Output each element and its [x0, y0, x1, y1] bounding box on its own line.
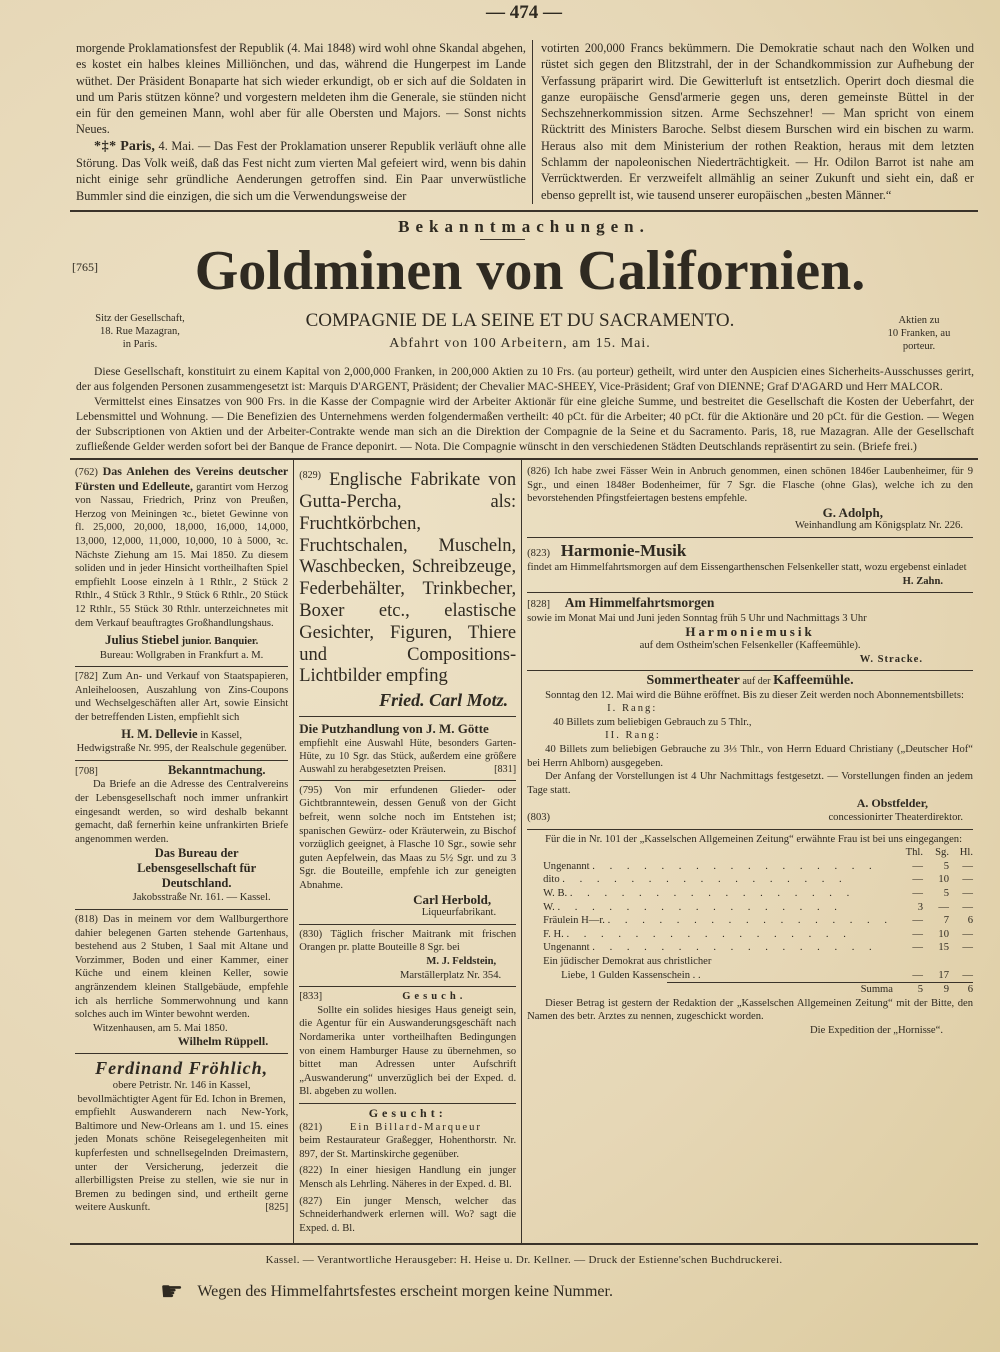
ad-heading-mid: auf der: [742, 676, 771, 688]
ad-heading: Das Anlehen des Vereins deutscher Fürsten und Edelleute,: [75, 463, 289, 493]
notice: [160, 1278, 978, 1306]
seat-line: Sitz der Gesellschaft,: [95, 312, 185, 324]
donation-row: Ungenannt . . . . . . . . . . . . . . . . . — 5 —: [543, 860, 973, 872]
ad-ref: [782]: [75, 671, 98, 683]
ad-ref: [825]: [265, 1202, 289, 1214]
wanted-heading: Gesucht:: [368, 1105, 447, 1120]
donor-name: W. B.: [543, 888, 568, 899]
ad-831: [299, 716, 516, 780]
gold-ad-departure: Abfahrt von 100 Arbeitern, am 15. Mai.: [389, 335, 651, 351]
article-left: [70, 40, 533, 204]
seat-line: 18. Rue Mazagran,: [100, 325, 180, 337]
sum-label: Summa: [860, 984, 893, 996]
donation-row: Liebe, 1 Gulden Kassenschein . . — 17 —: [561, 969, 973, 981]
column-1: [70, 460, 294, 1243]
gold-ad-para: Diese Gesellschaft, konstituirt zu einem Kapital von 2,000,000 Franken, in 200,000 Aktien zu 10 Frs. (au porteur) getheilt, wird unter den Auspicien eines Sicherheits-Ausschusses gerirt, der aus folgenden Personen zusammengesetzt ist: Marquis D'ARGENT, Präsident; der Chevalier MAC-SHEEY, Vice-Präsident; Graf von DIENNE; Graf D'AGARD und Herr MALCOR.: [76, 364, 974, 393]
ad-address: Weinhandlung am Königsplatz Nr. 226.: [794, 520, 963, 532]
thl: 3: [917, 901, 923, 913]
footer: [70, 1245, 978, 1306]
ad-signer: Julius Stiebel: [104, 632, 179, 648]
ad-heading-end: Kaffeemühle.: [773, 673, 854, 689]
ad-address: Jakobsstraße Nr. 161. — Kassel.: [132, 892, 271, 904]
gold-ad-header: [70, 240, 978, 364]
ad-ref: [708]: [75, 765, 98, 777]
donations-intro: Für die in Nr. 101 der „Kasselschen Allgemeinen Zeitung“ erwähnte Frau ist bei uns eingegangen:: [545, 833, 963, 845]
ad-text: findet am Himmelfahrtsmorgen auf dem Eissengarthenschen Felsenkeller statt, wozu ergebenst einladet: [527, 561, 967, 573]
shares-line: Aktien zu: [898, 314, 940, 326]
ad-heading: Gesuch.: [402, 991, 467, 1003]
ad-text: garantirt vom Herzog von Nassau, Friedrich, Prinz von Preußen, Herzog von Meiningen ꝛc., bietet Gewinne von fl. 25,000, 20,000, 18,000, 16,000, 14,000, 13,000, 12,000, 11,000, 10,000, 10 à 5000, ꝛc. Nächste Ziehung am 15. Mai 1850. Zu diesem soliden und in jeder Hinsicht vortheilhaften Spiel empfiehlt Loose einzeln à 1 Rthlr., 2 Stück 2 Rthlr., 4 Stück 3 Rthlr., 9 Stück 6 Rthlr., 20 Stück 12 Rthlr., 55 Stück 30 Rthlr. unterzeichnetes mit dem Verkauf beauftragtes Großhandlungshaus.: [75, 481, 289, 629]
sg: 7: [943, 915, 949, 927]
hl: —: [962, 860, 973, 872]
rang-label: II. Rang:: [605, 730, 661, 742]
ad-agent: bevollmächtigter Agent für Ed. Ichon in Bremen,: [77, 1093, 286, 1105]
seat-line: in Paris.: [122, 338, 158, 350]
ad-text: In einer hiesigen Handlung ein junger Mensch als Lehrling. Näheres in der Exped. d. Bl.: [299, 1165, 517, 1190]
thl: —: [912, 969, 923, 981]
ad-signer: H. M. Dellevie: [121, 726, 198, 741]
ad-826: [527, 462, 973, 537]
thl: —: [912, 915, 923, 927]
article-left-text: morgende Proklamationsfest der Republik (4. Mai 1848) wird wohl ohne Skandal abgehen, es kostet ein halbes kleines Milliönchen, und das, während die Hungerpest im Lande wüthet. Der Präsident Bonaparte hat sich wieder erkundigt, ob er sich auf die Soldaten in und um Paris stützen könne? und vorgestern meldeten ihm die Generale, sie stünden nicht ein für den gemeinen Mann, wohl aber für alle Obersten und Majors. — Sonst nichts Neues.: [76, 41, 526, 137]
ad-text: empfiehlt eine Auswahl Hüte, besonders Garten-Hüte, zu 10 Sgr. das Stück, außerdem eine größere Auswahl zu herabgesetzten Preisen.: [299, 737, 517, 775]
ad-heading: Harmonie-Musik: [560, 540, 687, 560]
article-right: votirten 200,000 Francs bekümmern. Die Demokratie schaut nach den Wolken und rüstet sich gegen den Blitzstrahl, der in der Schandkommission zur Aufhebung der Verfassung präparirt wird. Die Gewitterluft ist entsetzlich. Operirt doch diesmal die ganze europäische Gensd'armerie gegen uns, deren gemeinste Büttel in der Sechszehnerkommission sitzen. Arme Sechszehner! — Man spricht von einem Rücktritt des Ministers Baroche. Selbst diesem Burschen wird ein bischen zu warm. Heraus also mit dem Ministerium der rothen Reaktion, heraus mit dem letzten Schlamm der napoleonischen Niederträchtigkeit. — Hr. Odilon Barrot ist nahe am Verrücktwerden. Er verzweifelt allmählig an seiner Zukunft und sieht ein, daß er ebenso geprellt ist, wie tausend unserer europäischen „besten Männer.“: [541, 41, 974, 202]
rang-label: I. Rang:: [607, 703, 658, 715]
ad-text: Der Anfang der Vorstellungen ist 4 Uhr Nachmittags festgesetzt. — Vorstellungen finden an jedem Tage statt.: [527, 771, 973, 796]
ad-708: [75, 760, 288, 909]
donations-table: [527, 846, 973, 997]
ad-address: Hedwigstraße Nr. 995, der Realschule gegenüber.: [76, 743, 287, 755]
ad-signer: W. Stracke.: [859, 653, 923, 665]
donations-text: Dieser Betrag ist gestern der Redaktion der „Kasselschen Allgemeinen Zeitung“ mit der Bitte, den Namen des betr. Arztes zu nennen, zugeschickt worden.: [527, 997, 973, 1023]
donation-row: F. H. . . . . . . . . . . . . . . . . . — 10 —: [543, 928, 973, 940]
thl: 5: [917, 984, 923, 996]
donor-name: dito: [543, 874, 560, 886]
ad-signer: G. Adolph,: [822, 504, 883, 520]
thl: —: [912, 928, 923, 940]
ad-ref: (795): [299, 784, 323, 796]
donor-name: Fräulein H—r.: [543, 915, 605, 927]
ad-ref: (762): [75, 466, 98, 478]
sg: 15: [938, 942, 949, 954]
ad-signer: Wilhelm Rüppell.: [177, 1034, 269, 1049]
ad-signer: A. Obstfelder,: [856, 796, 928, 811]
ad-ref: [833]: [299, 991, 323, 1003]
gold-ad-shares: [860, 314, 978, 353]
ad-heading: Sommertheater: [646, 673, 740, 689]
ad-text: auf dem Ostheim'schen Felsenkeller (Kaffeemühle).: [639, 639, 861, 651]
ad-text: Das in meinem vor dem Wallburgerthore dahier belegenen Garten stehende Gartenhaus, bestehend aus 2 Stuben, 1 Saal mit Altane und Vorzimmer, Boden und einer Kammer, einer Küche und einem kleinen Keller, sowie angränzendem kleinen Stallgebäude, empfehle ich als herrliche Sommerwohnung und kann solches auch im Winter bewohnt werden.: [75, 914, 289, 1021]
ad-ref: (829): [299, 469, 321, 481]
donations-signer: Die Expedition der „Hornisse“.: [810, 1024, 943, 1036]
sum-row: [667, 982, 973, 997]
donation-row: Fräulein H—r. . . . . . . . . . . . . . . . . . — 7 6: [543, 915, 973, 927]
column-2: [294, 460, 522, 1243]
sg: 10: [938, 928, 949, 940]
ad-ref: (803): [527, 812, 551, 824]
hl: 6: [967, 984, 973, 996]
ad-heading: Die Putzhandlung von J. M. Götte: [299, 720, 489, 736]
sg: 17: [938, 969, 949, 981]
ad-833: [299, 986, 516, 1103]
imprint: Kassel. — Verantwortliche Herausgeber: H. Heise u. Dr. Kellner. — Druck der Estienne'schen Buchdruckerei.: [265, 1254, 783, 1267]
shares-line: 10 Franken, au: [887, 327, 951, 339]
shares-line: porteur.: [902, 340, 936, 352]
wanted-item: [299, 1164, 516, 1191]
hl: —: [962, 942, 973, 954]
ad-825: [75, 1053, 288, 1219]
sg: 10: [938, 874, 949, 886]
col-header: Hl.: [959, 847, 973, 859]
ad-text: Von mir erfundenen Glieder- oder Gichtbranntewein, dessen Genuß von der Gicht befreit, wenn solche noch im Entstehen ist; spanischen Gewürz- oder Kräuterwein, zu Bischof vorzüglich geeignet, à Flasche 10 Sgr., sowie sehr guten Aepfelwein, das Maas zu 5½ Sgr. und zu 3 Sgr. die Bouteille, empfehle ich zur geneigten Abnahme.: [299, 784, 517, 892]
donor-name: Ungenannt: [543, 860, 590, 872]
col-header: Sg.: [935, 847, 949, 859]
ad-title: concessionirter Theaterdirektor.: [828, 812, 963, 824]
paris-text: — Das Fest der Proklamation unserer Republik verläuft ohne alle Störung. Das Volk weiß, daß das Fest nicht zum vierten Mal gefeiert wird, wenn bis dahin nicht einige sehr gründliche Aenderungen getroffen sind. Ein Paar unverwüstliche Bummler sind die einzigen, die sich um die Verwendungsweise der: [76, 138, 527, 203]
ad-signer-suffix: junior. Banquier.: [181, 636, 259, 648]
hl: —: [962, 901, 973, 913]
gold-ad-ref: [765]: [72, 259, 98, 274]
gold-ad-title: Goldminen von Californien.: [194, 239, 866, 302]
ad-803: [527, 670, 973, 829]
donor-name: W.: [543, 901, 555, 913]
donation-row: dito . . . . . . . . . . . . . . . . . — 10 —: [543, 874, 973, 886]
ad-text: Englische Fabrikate von Gutta-Percha, als: Fruchtkörbchen, Fruchtschalen, Muscheln, Waschbecken, Schreibzeuge, Federbehälter, Trinkbecher, Boxer etc., elastische Gesichter, Figuren, Thiere und Compositions-Lichtbilder empfing: [299, 470, 517, 687]
gold-ad-seat: [70, 312, 210, 351]
wanted-item: [299, 1195, 516, 1236]
ad-lead: Ein Billard-Marqueur: [349, 1121, 482, 1133]
sg: —: [938, 901, 949, 913]
hl: —: [962, 928, 973, 940]
ad-place-date: Witzenhausen, am 5. Mai 1850.: [93, 1022, 228, 1034]
thl: —: [912, 874, 923, 886]
ad-signer: M. J. Feldstein,: [426, 956, 497, 968]
ad-text: Zum An- und Verkauf von Staatspapieren, Anleiheloosen, Auszahlung von Zins-Coupons und Wechselgeschäften aller Art, sowie Einsicht der betreffenden Listen, empfiehlt sich: [75, 671, 289, 724]
announcements-heading: Bekanntmachungen.: [398, 216, 650, 236]
ad-address: obere Petristr. Nr. 146 in Kassel,: [112, 1079, 251, 1091]
donor-name: Ungenannt: [543, 942, 590, 954]
ad-ref: (830): [299, 928, 323, 940]
ad-text: sowie im Monat Mai und Juni jeden Sonntag früh 5 Uhr und Nachmittags 3 Uhr: [527, 612, 867, 624]
gold-ad-company: COMPAGNIE DE LA SEINE ET DU SACRAMENTO.: [305, 309, 735, 331]
ad-text: Ich habe zwei Fässer Wein in Anbruch genommen, einen schönen 1846er Laubenheimer, für 9 Sgr., und einen 1848er Bodenheimer, für 7 Sgr. die Flasche (ohne Glas), welche ich zu den bevorstehenden Pfingstfeiertagen bestens empfehle.: [527, 465, 973, 505]
ad-text: 40 Billets zum beliebigen Gebrauch zu 5 Thlr.,: [553, 716, 752, 728]
ad-subheading: Harmoniemusik: [685, 624, 815, 640]
column-3: [522, 460, 978, 1243]
thl: —: [912, 860, 923, 872]
ad-ref: (823): [527, 547, 551, 559]
ad-823: [527, 537, 973, 592]
ad-signer: Das Bureau der Lebensgesellschaft für Deutschland.: [137, 846, 257, 891]
col-header: Thl.: [905, 847, 923, 859]
ad-text: Täglich frischer Maitrank mit frischen Orangen pr. platte Bouteille 8 Sgr. bei: [299, 928, 517, 954]
ad-title: Liqueurfabrikant.: [421, 907, 497, 919]
ad-818: [75, 909, 288, 1053]
ad-text: Ein junger Mensch, welcher das Schneiderhandwerk erlernen will. Wo? sagt die Exped. d. Bl.: [299, 1195, 517, 1234]
ad-ref: (818): [75, 914, 98, 925]
sg: 5: [943, 860, 949, 872]
ad-signer-suffix: in Kassel,: [200, 729, 243, 741]
ad-address: Marställerplatz Nr. 354.: [399, 969, 502, 981]
ad-762: [75, 462, 288, 666]
hl: —: [962, 969, 973, 981]
top-articles: [70, 40, 978, 212]
ad-ref: (827): [299, 1195, 323, 1207]
ad-columns: [70, 460, 978, 1245]
wanted-item: [299, 1121, 516, 1162]
ad-ref: [828]: [527, 599, 551, 611]
pointing-hand-icon: ☛: [160, 1277, 184, 1307]
wanted-ads: [299, 1103, 516, 1239]
ad-text: Sollte ein solides hiesiges Haus geneigt sein, die Agentur für ein Auswanderungsgeschäft nach Nordamerika unter vortheilhaften Bedingungen von einem Hamburger Hause zu übernehmen, so bittet man Adressen unter Aufschrift „Auswanderung“ unverzüglich bei der Exped. d. Bl. abgeben zu wollen.: [299, 1004, 517, 1098]
donations: [527, 829, 973, 1042]
ad-text: Sonntag den 12. Mai wird die Bühne eröffnet. Bis zu dieser Zeit werden noch Abonnementsbillets:: [545, 689, 964, 701]
paris-date: 4. Mai.: [158, 138, 195, 153]
ad-text: 40 Billets zum beliebigen Gebrauche zu 3⅓ Thlr., von Herrn Eduard Christiany („Deutscher Hof“ bei Herrn Ahlborn) ausgegeben.: [527, 744, 973, 769]
donor-name: Liebe, 1 Gulden Kassenschein: [561, 969, 690, 981]
donation-row: W. B. . . . . . . . . . . . . . . . . . — 5 —: [543, 888, 973, 899]
ad-ref: (826): [527, 465, 551, 477]
hl: —: [962, 874, 973, 886]
donation-row: W. . . . . . . . . . . . . . . . . . 3 — —: [543, 901, 973, 913]
notice-text: Wegen des Himmelfahrtsfestes erscheint morgen keine Nummer.: [197, 1283, 613, 1301]
ad-ref: (821): [299, 1121, 323, 1133]
ad-address: Bureau: Wollgraben in Frankfurt a. M.: [99, 649, 264, 661]
paris-dateline: *‡* Paris,: [94, 138, 155, 154]
ad-signer: H. Zahn.: [902, 575, 943, 587]
hl: —: [962, 888, 973, 899]
gold-ad-body: [70, 364, 978, 460]
ad-signer: Carl Herbold,: [413, 891, 492, 907]
thl: —: [912, 888, 923, 899]
ad-text: empfiehlt Auswanderern nach New-York, Baltimore und New-Orleans am 1. und 15. eines jeden Monats schöne Reisegelegenheiten mit kupferfesten und schnellsegelnden Dreimastern, unter der Versicherung, jederzeit die allerbilligsten Preise zu stellen, wie sie nur in Bremen zu bedingen sind, und ertheilt gerne weitere Auskunft.: [75, 1107, 289, 1214]
ad-text: Da Briefe an die Adresse des Centralvereins der Lebensgesellschaft noch immer unfrankirt eingesandt werden, so wird deshalb bekannt gemacht, daß fernerhin keine unfrankirten Briefe angenommen werden.: [75, 779, 289, 845]
ad-ref: (822): [299, 1165, 323, 1177]
donor-name: Ein jüdischer Demokrat aus christlicher: [543, 955, 712, 967]
ad-795: [299, 780, 516, 924]
ad-782: [75, 666, 288, 760]
ad-heading: Bekanntmachung.: [167, 762, 266, 777]
thl: —: [912, 942, 923, 954]
ad-828: [527, 592, 973, 670]
ad-signer: Ferdinand Fröhlich,: [95, 1057, 269, 1078]
donor-name: F. H.: [543, 928, 564, 940]
ad-829: [299, 462, 516, 716]
donation-row: Ungenannt . . . . . . . . . . . . . . . . . — 15 —: [543, 942, 973, 954]
ad-text: beim Restaurateur Graßegger, Hohenthorstr. Nr. 897, der St. Martinskirche gegenüber.: [299, 1135, 517, 1160]
gold-ad-para: Vermittelst eines Einsatzes von 900 Frs. in die Kasse der Compagnie wird der Arbeiter Aktionär für eine gleiche Summe, und bestreitet die Gesellschaft die Kosten der Ueberfahrt, der Lebensmittel und Wohnung. — Die Benefizien des Unternehmens werden folgendermaßen vertheilt: 40 pCt. für die Arbeiter; 40 pCt. für die Aktionäre und 20 pCt. für die Gestion. — Wegen der Subscriptionen von Aktien und der Arbeiter-Contrakte wende man sich an die Direktion der Compagnie de la Seine et du Sacramento. Paris, 18, rue Mazagran. Alle der Gesellschaft zufließende Gelder werden sofort bei der Banque de France deponirt. — Nota. Die Compagnie wünscht in den verschiedenen Städten Deutschlands repräsentirt zu sein. (Briefe frei.): [76, 394, 974, 453]
ad-signer: Fried. Carl Motz.: [379, 690, 509, 711]
ad-ref: [831]: [494, 763, 517, 775]
ad-830: [299, 924, 516, 986]
ad-heading: Am Himmelfahrtsmorgen: [564, 595, 715, 611]
newspaper-page: [70, 0, 978, 1306]
page-number: — 474 —: [486, 2, 562, 23]
sg: 5: [943, 888, 949, 899]
hl: 6: [967, 915, 973, 927]
sg: 9: [943, 984, 949, 996]
